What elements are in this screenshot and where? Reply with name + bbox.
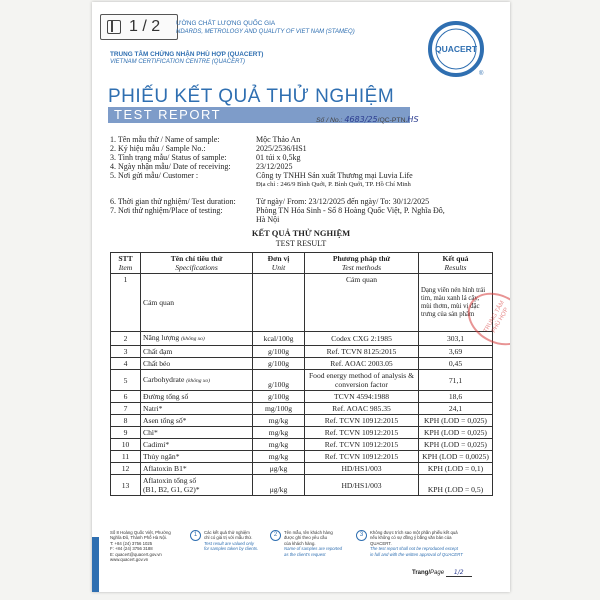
table-row (111, 415, 493, 427)
footer-address: Số 8 Hoàng Quốc Việt, Phường Nghĩa Đô, Thành Phố Hà Nội. T: +84 (24) 3756 1025 F: +84 (24) 3756 3188 E: quacert@quacert.gov.vn www.quacert.gov.vn (110, 530, 171, 563)
info-value-place: Phòng TN Hóa Sinh - Số 8 Hoàng Quốc Việt, P. Nghĩa Đô, (256, 206, 445, 215)
cell-unit: μg/kg (253, 475, 305, 496)
cell-spec: Cảm quan (141, 274, 253, 332)
cell-result: KPH (LOD = 0,1) (419, 463, 493, 475)
table-row (111, 346, 493, 358)
cell-unit: g/100g (253, 346, 305, 358)
cell-spec: Chất béo (141, 358, 253, 370)
cell-stt: 6 (111, 391, 141, 403)
cell-method: Cảm quan (305, 274, 419, 332)
header-item: STT Item (111, 253, 141, 274)
cell-method: Codex CXG 2:1985 (305, 332, 419, 346)
cell-stt: 9 (111, 427, 141, 439)
footer-note-3: Không được trích sao một phần phiếu kết quả nếu không có sự đồng ý bằng văn bản của QUACERT. The test report shall not be reproduced except in full and with the written approval of QUACERT (370, 530, 463, 557)
cell-spec: Đường tổng số (141, 391, 253, 403)
info-label-customer: 5. Nơi gửi mẫu/ Customer : (110, 171, 199, 180)
report-number (316, 115, 419, 124)
table-row (111, 463, 493, 475)
cell-stt: 11 (111, 451, 141, 463)
table-row (111, 370, 493, 391)
footer-note-3-number: 3 (356, 530, 367, 541)
info-value-status: 01 túi x 0,5kg (256, 153, 301, 162)
center-name-vn: TRUNG TÂM CHỨNG NHẬN PHÙ HỢP (QUACERT) (110, 51, 264, 58)
info-value-sample-name: Mộc Thảo An (256, 135, 301, 144)
cell-spec: Thủy ngân* (141, 451, 253, 463)
footer-note-2-number: 2 (270, 530, 281, 541)
cell-stt: 4 (111, 358, 141, 370)
info-label-sample-no: 2. Ký hiệu mẫu / Sample No.: (110, 144, 206, 153)
cell-result: KPH (LOD = 0,025) (419, 439, 493, 451)
footer-corner-bar (92, 537, 99, 592)
footer-page-value: 1/2 (446, 569, 472, 577)
info-label-date-received: 4. Ngày nhận mẫu/ Date of receiving: (110, 162, 231, 171)
cell-method: Ref. TCVN 10912:2015 (305, 427, 419, 439)
cell-unit: μg/kg (253, 463, 305, 475)
cell-result: KPH (LOD = 0,025) (419, 415, 493, 427)
table-row (111, 358, 493, 370)
info-value-customer-address: Địa chỉ : 246/9 Bình Quới, P. Bình Quới, TP. Hồ Chí Minh (256, 181, 411, 188)
cell-unit (253, 274, 305, 332)
cell-spec: Aflatoxin B1* (141, 463, 253, 475)
cell-spec: Năng lượng (không xo) (141, 332, 253, 346)
logo-registered-mark: ® (479, 71, 484, 77)
info-value-customer: Công ty TNHH Sản xuất Thương mại Luvia Life (256, 171, 413, 180)
report-number-label: Số / No.: (316, 117, 343, 124)
cell-spec: Chất đạm (141, 346, 253, 358)
cell-method: HD/HS1/003 (305, 475, 419, 496)
header-unit: Đơn vị Unit (253, 253, 305, 274)
cell-result: 303,1 (419, 332, 493, 346)
cell-method: TCVN 4594:1988 (305, 391, 419, 403)
info-label-status: 3. Tình trạng mẫu/ Status of sample: (110, 153, 227, 162)
info-label-place: 7. Nơi thử nghiệm/Place of testing: (110, 206, 223, 215)
info-value-date-received: 23/12/2025 (256, 162, 293, 171)
cell-unit: g/100g (253, 358, 305, 370)
footer-note-2: Tên mẫu, tên khách hàng được ghi theo yêu cầu của khách hàng. Name of samples are reported as the client's request (284, 530, 343, 557)
report-number-suffix: /QC-PTN. (377, 117, 408, 124)
cell-result: 24,1 (419, 403, 493, 415)
cell-stt: 5 (111, 370, 141, 391)
test-report-page (92, 2, 510, 592)
table-row (111, 475, 493, 496)
cell-result: Dạng viên nén hình trái tim, màu xanh lá cây, mùi thơm, mùi vị đặc trưng của sản phẩm (419, 274, 493, 332)
report-title-en: TEST REPORT (108, 107, 410, 123)
info-label-test-duration: 6. Thời gian thử nghiệm/ Test duration: (110, 197, 236, 206)
cell-unit: kcal/100g (253, 332, 305, 346)
cell-method: Ref. TCVN 10912:2015 (305, 415, 419, 427)
cell-unit: mg/kg (253, 451, 305, 463)
cell-spec: Asen tổng số* (141, 415, 253, 427)
cell-stt: 7 (111, 403, 141, 415)
table-row (111, 403, 493, 415)
cell-method: Ref. TCVN 10912:2015 (305, 451, 419, 463)
cell-result: KPH (LOD = 0,0025) (419, 451, 493, 463)
cell-stt: 1 (111, 274, 141, 332)
results-table (110, 252, 493, 496)
cell-stt: 13 (111, 475, 141, 496)
quacert-logo-icon (427, 20, 485, 78)
cell-stt: 3 (111, 346, 141, 358)
report-number-hand-suffix: HS (407, 115, 419, 124)
org-name-vn: ƯỜNG CHẤT LƯỢNG QUỐC GIA (176, 20, 276, 27)
table-row (111, 439, 493, 451)
page-indicator-label: 1 / 2 (129, 18, 161, 35)
cell-unit: mg/kg (253, 439, 305, 451)
info-label-sample-name: 1. Tên mẫu thử / Name of sample: (110, 135, 220, 144)
info-value-place-cont: Hà Nội (256, 215, 280, 224)
logo-text: QUACERT (434, 44, 478, 54)
cell-result: 71,1 (419, 370, 493, 391)
cell-unit: mg/100g (253, 403, 305, 415)
table-header-row (111, 253, 493, 274)
info-value-test-duration: Từ ngày/ From: 23/12/2025 đến ngày/ To: 30/12/2025 (256, 197, 430, 206)
cell-result: 18,6 (419, 391, 493, 403)
center-name-en: VIETNAM CERTIFICATION CENTRE (QUACERT) (110, 59, 246, 65)
table-row (111, 391, 493, 403)
page-indicator[interactable] (100, 14, 178, 40)
footer-note-1: Các kết quả thử nghiệm chỉ có giá trị với mẫu thử. Test result are valued only for samples taken by clients. (204, 530, 259, 552)
table-row (111, 451, 493, 463)
cell-unit: mg/kg (253, 427, 305, 439)
cell-spec: Carbohydrate (không xo) (141, 370, 253, 391)
cell-method: Ref. AOAC 985.35 (305, 403, 419, 415)
cell-spec: Natri* (141, 403, 253, 415)
cell-result: 3,69 (419, 346, 493, 358)
cell-method: Ref. AOAC 2003.05 (305, 358, 419, 370)
cell-stt: 12 (111, 463, 141, 475)
cell-unit: g/100g (253, 391, 305, 403)
table-row (111, 332, 493, 346)
stamp-text: TRUNG TÂM PHÙ HỢP (483, 300, 510, 335)
header-methods: Phương pháp thử Test methods (305, 253, 419, 274)
footer-page-number: Trang/Page 1/2 (412, 569, 472, 577)
results-heading-vn: KẾT QUẢ THỬ NGHIỆM (251, 228, 351, 238)
org-name-en: NDARDS, METROLOGY AND QUALITY OF VIET NAM (STAMEQ) (176, 29, 355, 35)
cell-stt: 2 (111, 332, 141, 346)
cell-result: KPH (LOD = 0,5) (419, 475, 493, 496)
cell-spec: Aflatoxin tổng số (B1, B2, G1, G2)* (141, 475, 253, 496)
cell-result: KPH (LOD = 0,025) (419, 427, 493, 439)
report-number-value: 4683/25 (344, 115, 378, 124)
cell-spec: Chì* (141, 427, 253, 439)
cell-result: 0,45 (419, 358, 493, 370)
header-results: Kết quả Results (419, 253, 493, 274)
report-title-vn: PHIẾU KẾT QUẢ THỬ NGHIỆM (108, 86, 395, 107)
cell-method: Ref. TCVN 8125:2015 (305, 346, 419, 358)
sidebar-toggle-icon[interactable] (107, 20, 121, 34)
cell-method: HD/HS1/003 (305, 463, 419, 475)
results-heading-en: TEST RESULT (275, 239, 327, 248)
header-specifications: Tên chỉ tiêu thử Specifications (141, 253, 253, 274)
table-row (111, 427, 493, 439)
cell-method: Food energy method of analysis & conversion factor (305, 370, 419, 391)
cell-unit: mg/kg (253, 415, 305, 427)
cell-stt: 10 (111, 439, 141, 451)
cell-method: Ref. TCVN 10912:2015 (305, 439, 419, 451)
cell-unit: g/100g (253, 370, 305, 391)
info-value-sample-no: 2025/2536/HS1 (256, 144, 307, 153)
footer-note-1-number: 1 (190, 530, 201, 541)
table-row (111, 274, 493, 332)
cell-spec: Cadimi* (141, 439, 253, 451)
cell-stt: 8 (111, 415, 141, 427)
quacert-logo (427, 20, 485, 78)
